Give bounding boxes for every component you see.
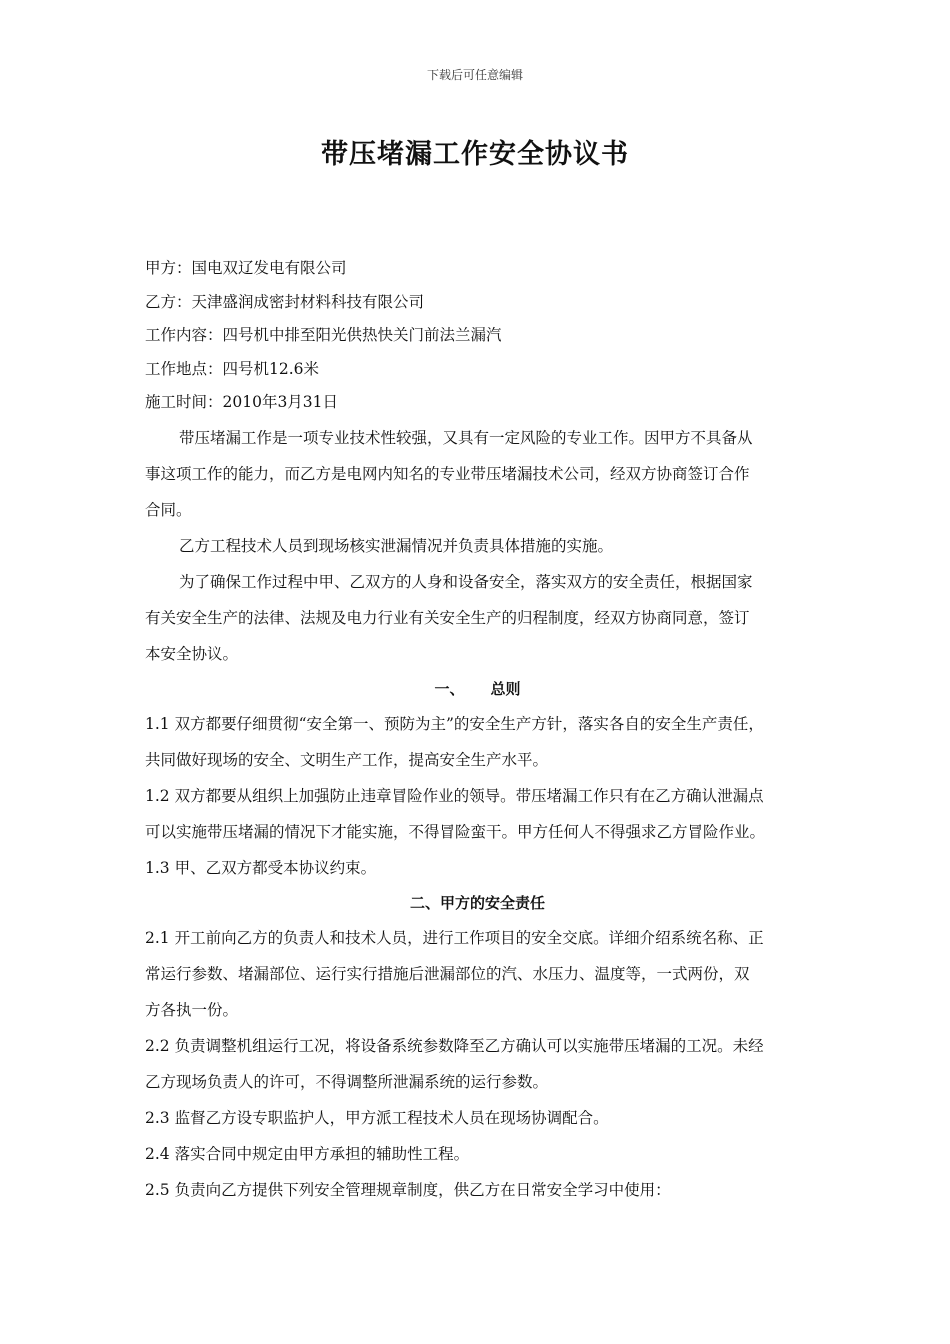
clause-1-1: [145, 706, 810, 778]
clause-line: 2.3 监督乙方设专职监护人，甲方派工程技术人员在现场协调配合。: [145, 1108, 609, 1127]
clause-line: 2.2 负责调整机组运行工况，将设备系统参数降至乙方确认可以实施带压堵漏的工况。未经: [145, 1036, 764, 1055]
clause-line: 2.5 负责向乙方提供下列安全管理规章制度，供乙方在日常安全学习中使用：: [145, 1180, 671, 1199]
clause-2-5: [145, 1172, 810, 1208]
party-b-line: 乙方：天津盛润成密封材料科技有限公司: [145, 292, 425, 311]
clause-line: 1.3 甲、乙双方都受本协议约束。: [145, 858, 377, 877]
paragraph-line: 有关安全生产的法律、法规及电力行业有关安全生产的归程制度，经双方协商同意，签订: [145, 608, 750, 627]
paragraph-line: 本安全协议。: [145, 644, 239, 663]
clause-line: 共同做好现场的安全、文明生产工作，提高安全生产水平。: [145, 750, 549, 769]
header-note: 下载后可任意编辑: [426, 68, 523, 82]
document-title: 带压堵漏工作安全协议书: [321, 139, 629, 170]
intro-paragraph-1: [145, 420, 810, 528]
work-content-line: 工作内容：四号机中排至阳光供热快关门前法兰漏汽: [145, 326, 502, 344]
section-1-title: 总则: [490, 679, 521, 698]
paragraph-line: 带压堵漏工作是一项专业技术性较强，又具有一定风险的专业工作。因甲方不具备从: [179, 428, 753, 447]
document-body: [145, 252, 810, 1208]
clause-2-1: [145, 920, 810, 1028]
paragraph-line: 为了确保工作过程中甲、乙双方的人身和设备安全，落实双方的安全责任，根据国家: [179, 572, 753, 591]
clause-line: 1.1 双方都要仔细贯彻“安全第一、预防为主”的安全生产方针，落实各自的安全生产责任，: [145, 714, 764, 733]
clause-1-3: [145, 850, 810, 886]
work-time-line: 施工时间：2010年3月31日: [145, 393, 339, 411]
info-block: [145, 252, 810, 420]
clause-2-4: [145, 1136, 810, 1172]
clause-2-2: [145, 1028, 810, 1100]
clause-line: 2.4 落实合同中规定由甲方承担的辅助性工程。: [145, 1144, 470, 1163]
paragraph-line: 事这项工作的能力，而乙方是电网内知名的专业带压堵漏技术公司，经双方协商签订合作: [145, 464, 750, 483]
clause-line: 乙方现场负责人的许可，不得调整所泄漏系统的运行参数。: [145, 1072, 549, 1091]
clause-line: 可以实施带压堵漏的情况下才能实施，不得冒险蛮干。甲方任何人不得强求乙方冒险作业。: [145, 822, 766, 841]
party-a-line: 甲方：国电双辽发电有限公司: [145, 259, 347, 277]
clause-1-2: [145, 778, 810, 850]
section-2-heading: 二、甲方的安全责任: [409, 893, 545, 912]
clause-2-3: [145, 1100, 810, 1136]
paragraph-line: 乙方工程技术人员到现场核实泄漏情况并负责具体措施的实施。: [179, 536, 614, 555]
clause-line: 1.2 双方都要从组织上加强防止违章冒险作业的领导。带压堵漏工作只有在乙方确认泄漏点: [145, 786, 764, 805]
clause-line: 常运行参数、堵漏部位、运行实行措施后泄漏部位的汽、水压力、温度等，一式两份，双: [145, 964, 750, 983]
intro-paragraph-3: [145, 564, 810, 672]
intro-paragraph-2: [145, 528, 810, 564]
section-1-heading: [145, 672, 810, 706]
paragraph-line: 合同。: [145, 500, 192, 519]
work-location-line: 工作地点：四号机12.6米: [145, 359, 320, 378]
section-1-number: 一、: [434, 679, 465, 698]
clause-line: 2.1 开工前向乙方的负责人和技术人员，进行工作项目的安全交底。详细介绍系统名称、正: [145, 928, 764, 947]
clause-line: 方各执一份。: [145, 1000, 239, 1019]
